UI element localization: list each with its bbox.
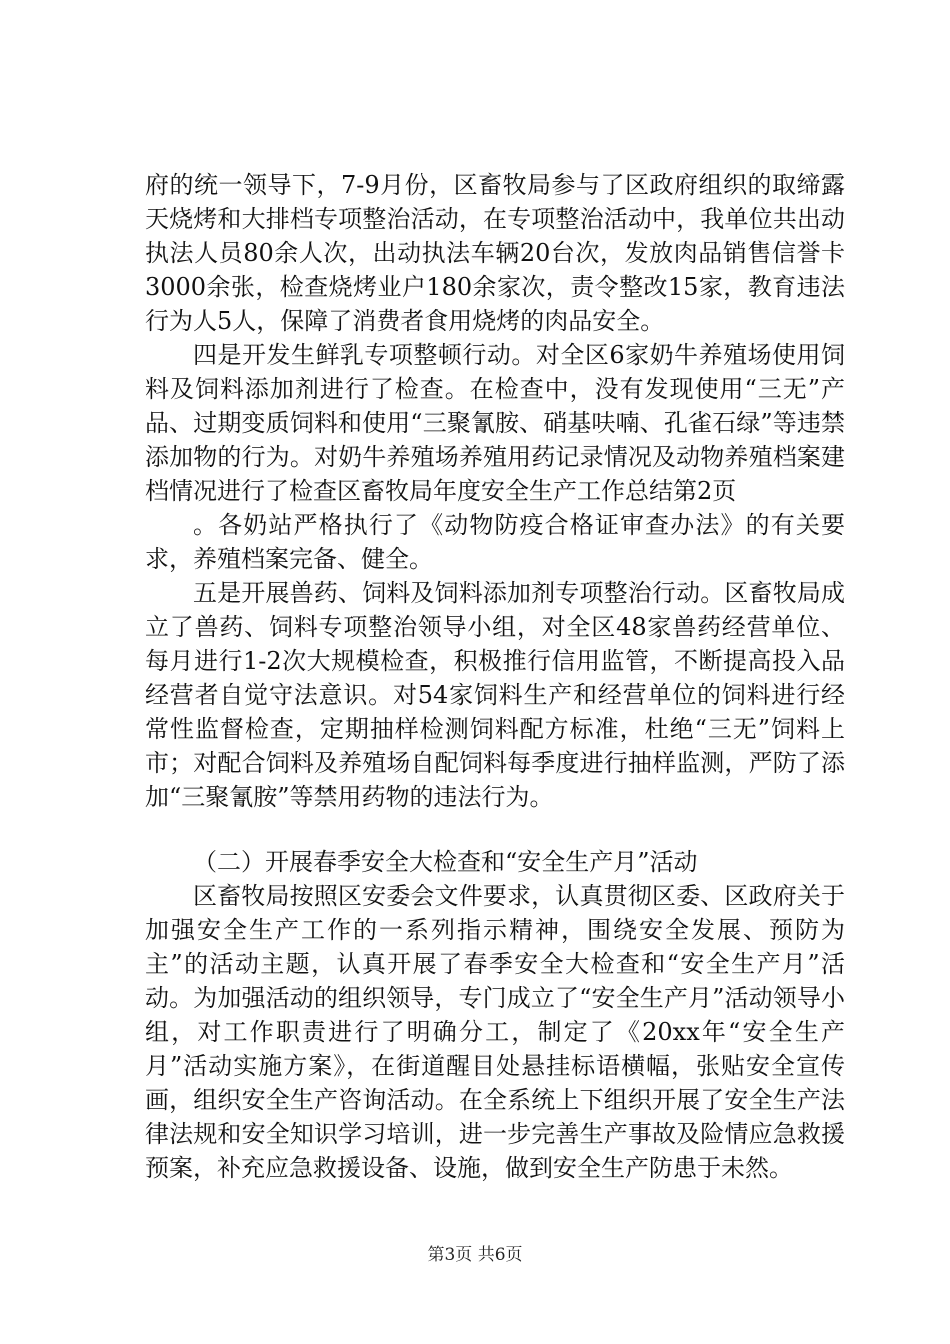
- paragraph-safety-month: 区畜牧局按照区安委会文件要求，认真贯彻区委、区政府关于加强安全生产工作的一系列指示精神，围绕安全发展、预防为主”的活动主题，认真开展了春季安全大检查和“安全生产月”活动。为加强活动的组织领导，专门成立了“安全生产月”活动领导小组，对工作职责进行了明确分工，制定了《20xx年“安全生产月”活动实施方案》，在街道醒目处悬挂标语横幅，张贴安全宣传画，组织安全生产咨询活动。在全系统上下组织开展了安全生产法律法规和安全知识学习培训，进一步完善生产事故及险情应急救援预案，补充应急救援设备、设施，做到安全生产防患于未然。: [145, 882, 845, 1182]
- section-heading: （二）开展春季安全大检查和“安全生产月”活动: [193, 848, 698, 876]
- paragraph-dairy-stations: 。各奶站严格执行了《动物防疫合格证审查办法》的有关要求，养殖档案完备、健全。: [145, 511, 845, 573]
- document-body: [145, 168, 845, 1185]
- page-number-footer: 第3页 共6页: [427, 1245, 523, 1265]
- paragraph-item-four: 四是开发生鲜乳专项整顿行动。对全区6家奶牛养殖场使用饲料及饲料添加剂进行了检查。在检查中，没有发现使用“三无”产品、过期变质饲料和使用“三聚氰胺、硝基呋喃、孔雀石绿”等违禁添加物的行为。对奶牛养殖场养殖用药记录情况及动物养殖档案建档情况进行了检查区畜牧局年度安全生产工作总结第2页: [145, 341, 845, 505]
- paragraph-item-five: 五是开展兽药、饲料及饲料添加剂专项整治行动。区畜牧局成立了兽药、饲料专项整治领导小组，对全区48家兽药经营单位、每月进行1-2次大规模检查，积极推行信用监管，不断提高投入品经营者自觉守法意识。对54家饲料生产和经营单位的饲料进行经常性监督检查，定期抽样检测饲料配方标准，杜绝“三无”饲料上市；对配合饲料及养殖场自配饲料每季度进行抽样监测，严防了添加“三聚氰胺”等禁用药物的违法行为。: [145, 579, 845, 811]
- paragraph-continuation: 府的统一领导下，7-9月份，区畜牧局参与了区政府组织的取缔露天烧烤和大排档专项整治活动，在专项整治活动中，我单位共出动执法人员80余人次，出动执法车辆20台次，发放肉品销售信誉卡3000余张，检查烧烤业户180余家次，责令整改15家，教育违法行为人5人，保障了消费者食用烧烤的肉品安全。: [145, 171, 845, 335]
